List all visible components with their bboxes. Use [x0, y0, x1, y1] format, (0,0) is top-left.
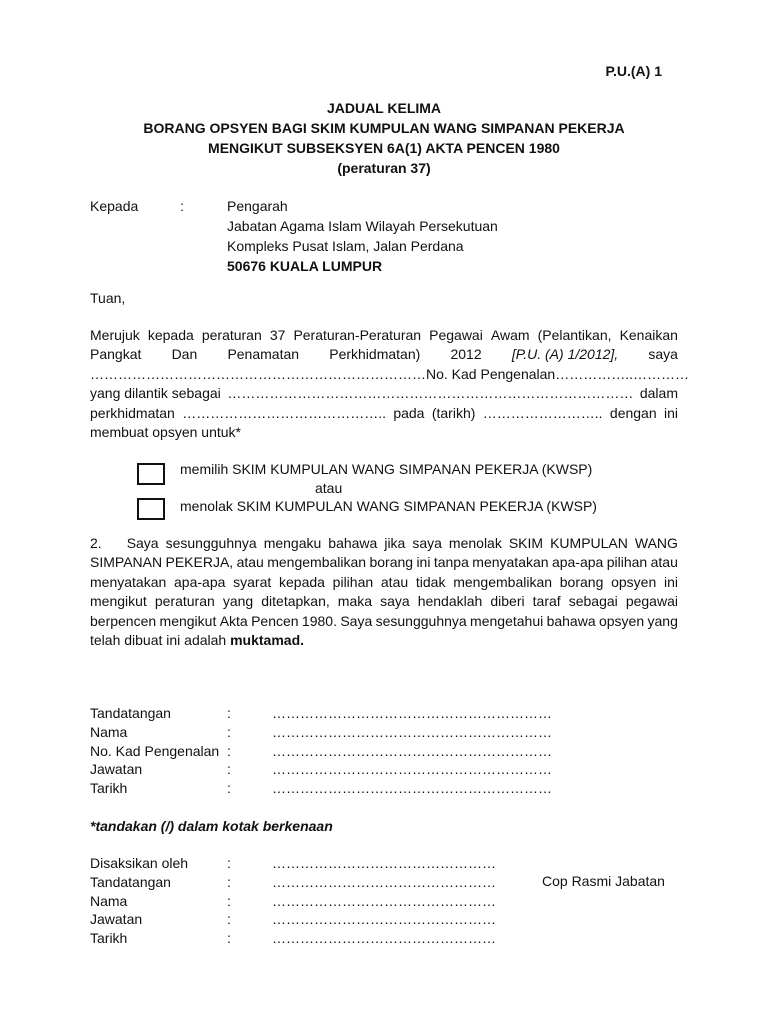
p2l1-word: Saya [126, 535, 159, 551]
paragraph-2-line-3 [90, 573, 678, 592]
signature-field-label: Tandatangan [90, 705, 171, 721]
paragraph-1-line-1 [90, 326, 678, 345]
final-text: telah dibuat ini adalah [90, 632, 231, 649]
witness-field-label: Tarikh [90, 930, 128, 947]
ic-label: No. Kad Pengenalan [426, 365, 556, 382]
paragraph-1 [90, 326, 689, 442]
p2l4-word: yang [222, 593, 254, 610]
signature-field-label: Jawatan [90, 761, 143, 778]
paragraph-number: 2. [90, 535, 102, 551]
ic-blank[interactable]: ……………..………… [555, 365, 689, 382]
address-line-2: Jabatan Agama Islam Wilayah Persekutuan [227, 218, 498, 234]
name-blank[interactable]: ……………………………………………………………… [90, 365, 426, 382]
signature-field-colon: : [227, 705, 231, 721]
signature-field-label: No. Kad Pengenalan [90, 742, 220, 759]
p2l3-word: kepada [279, 573, 325, 590]
witness-field-label: Tandatangan [90, 873, 171, 890]
witness-field-colon: : [227, 873, 231, 890]
p2l2-word: apa-apa [551, 554, 604, 571]
paragraph-1-line-2 [90, 345, 678, 364]
p2l4-word: taraf [532, 593, 561, 610]
salutation: Tuan, [90, 290, 126, 306]
paragraph-1-line-4 [90, 384, 678, 403]
p2l2-word: PEKERJA, [165, 554, 234, 571]
regulation-citation: [P.U. (A) 1/2012], [511, 346, 619, 363]
p1l1-word: (Pelantikan, [537, 327, 612, 343]
paragraph-2-line-5 [90, 612, 678, 631]
p2l2-word: tanpa [433, 554, 469, 571]
p1l1-word: Awam [490, 327, 530, 343]
witness-field-label: Disaksikan oleh [90, 855, 189, 871]
p1l1-word: Peraturan-Peraturan [293, 327, 422, 343]
p2l2-word: mengembalikan [267, 554, 367, 571]
address-line-3: Kompleks Pusat Islam, Jalan Perdana [227, 238, 464, 254]
p2l1-word: saya [412, 535, 442, 551]
paragraph-1-line-3 [90, 365, 689, 384]
p2l5-word: Pencen [251, 612, 299, 629]
p2l1-word: mengaku [263, 535, 322, 551]
service-blank[interactable]: …………………………………….. [182, 404, 386, 421]
witness-field-label: Jawatan [90, 911, 143, 928]
p2l3-word: menyatakan [90, 573, 167, 590]
p2l5-word: berpencen [90, 612, 157, 629]
witness-field-colon: : [227, 930, 231, 947]
p2l2-word: SIMPANAN [90, 554, 163, 571]
p2l4-word: peraturan [154, 593, 215, 610]
signature-field-colon: : [227, 780, 231, 797]
p2l1-word: bahawa [328, 535, 378, 551]
signature-field-label: Tarikh [90, 780, 128, 797]
address-line-4: 50676 KUALA LUMPUR [227, 258, 383, 274]
p2l1-word: WANG [634, 535, 678, 551]
witness-field-colon: : [227, 892, 231, 909]
address-line-1: Pengarah [227, 198, 288, 214]
p2l1-word: jika [384, 535, 406, 551]
p2l3-word: atau [380, 573, 409, 590]
with-label: dengan [609, 404, 657, 421]
p2l5-word: sesungguhnya [375, 612, 467, 629]
option-or-label: atau [315, 480, 343, 496]
p2l2-word: pilihan [606, 554, 648, 571]
p2l2-word: atau [236, 554, 264, 571]
p1l1-word: Kenaikan [619, 327, 678, 343]
p2l5-word: yang [647, 612, 678, 629]
p1l1-word: Pegawai [429, 327, 483, 343]
witness-field-blank[interactable]: ………………………………………… [272, 892, 496, 909]
p2l3-word: borang [559, 573, 604, 590]
paragraph-2-line-4 [90, 592, 678, 611]
paragraph-2 [90, 534, 678, 650]
form-subtitle: MENGIKUT SUBSEKSYEN 6A(1) AKTA PENCEN 1980 [208, 140, 560, 156]
date-blank[interactable]: …………………….. [482, 404, 603, 421]
p2l3-word: apa-apa [174, 573, 226, 590]
on-label: pada [393, 404, 425, 421]
p2l4-word: maka [337, 593, 373, 610]
p1l1-word: peraturan [201, 327, 262, 343]
p2l4-word: diberi [490, 593, 525, 610]
p2l1-word: KUMPULAN [550, 535, 628, 551]
p1l2-word: Penamatan [227, 346, 300, 363]
p2l3-word: syarat [233, 573, 272, 590]
signature-field-label: Nama [90, 723, 128, 740]
signature-field-colon: : [227, 723, 231, 740]
witness-field-blank[interactable]: ………………………………………… [272, 855, 496, 871]
paragraph-2-line-2 [90, 553, 678, 572]
to-colon: : [180, 198, 184, 214]
witness-field-colon: : [227, 911, 231, 928]
final-word: muktamad. [230, 632, 305, 649]
p2l5-word: Akta [219, 612, 248, 629]
schedule-title: JADUAL KELIMA [326, 100, 442, 116]
p2l2-word: atau [650, 554, 678, 571]
p1l1-word: kepada [147, 327, 194, 343]
appointed-as-label: yang dilantik sebagai [90, 385, 221, 402]
in-label: dalam [639, 385, 678, 402]
p2l3-word: tidak [415, 573, 446, 590]
service-label: perkhidmatan [90, 404, 175, 421]
p1l2-word: saya [648, 346, 678, 363]
p2l3-word: ini [663, 573, 678, 590]
signature-field-colon: : [227, 761, 231, 778]
witness-field-colon: : [227, 855, 231, 871]
p2l4-word: pegawai [625, 593, 678, 610]
this-label: ini [663, 404, 678, 421]
date-label: (tarikh) [431, 404, 476, 421]
signature-field-blank[interactable]: …………………………………………………… [272, 723, 552, 740]
witness-field-label: Nama [90, 892, 128, 909]
p1l2-word: 2012 [450, 346, 482, 363]
p2l2-word: borang [369, 554, 414, 571]
form-heading [90, 98, 678, 178]
option-reject-checkbox[interactable] [137, 498, 165, 520]
p2l4-word: hendaklah [417, 593, 483, 610]
document-reference: P.U.(A) 1 [605, 63, 662, 79]
paragraph-2-line-6 [90, 631, 678, 650]
p2l5-word: mengikut [159, 612, 217, 629]
p2l5-word: opsyen [598, 612, 645, 629]
paragraph-2-line-1 [90, 534, 678, 553]
paragraph-1-line-6: membuat opsyen untuk* [90, 424, 241, 441]
p2l3-word: opsyen [611, 573, 657, 590]
p2l5-word: mengetahui [470, 612, 544, 629]
p2l2-word: ini [416, 554, 431, 571]
p2l4-word: saya [380, 593, 410, 610]
position-blank[interactable]: …………………………………………………………………………… [227, 385, 634, 402]
p2l4-word: mengikut [90, 593, 147, 610]
checkbox-note: *tandakan (/) dalam kotak berkenaan [90, 818, 333, 834]
option-reject-label: menolak SKIM KUMPULAN WANG SIMPANAN PEKERJA (KWSP) [180, 498, 597, 514]
p1l2-word: Perkhidmatan) [329, 346, 421, 363]
signature-field-blank[interactable]: …………………………………………………… [272, 780, 552, 797]
p2l5-word: bahawa [546, 612, 596, 629]
p2l1-word: menolak [448, 535, 502, 551]
p2l1-word: SKIM [508, 535, 544, 551]
p2l5-word: 1980. [301, 612, 337, 629]
p1l1-word: 37 [269, 327, 286, 343]
form-title: BORANG OPSYEN BAGI SKIM KUMPULAN WANG SIMPANAN PEKERJA [143, 120, 625, 136]
paragraph-1-line-5 [90, 404, 678, 423]
witness-field-blank[interactable]: ………………………………………… [272, 873, 496, 890]
option-accept-label: memilih SKIM KUMPULAN WANG SIMPANAN PEKERJA (KWSP) [180, 461, 593, 477]
p2l3-word: mengembalikan [453, 573, 553, 590]
p2l5-word: Saya [340, 612, 373, 629]
p2l1-word: sesungguhnya [165, 535, 257, 551]
witness-field-blank[interactable]: ………………………………………… [272, 930, 496, 947]
p2l4-word: ditetapkan, [261, 593, 330, 610]
p2l3-word: pilihan [332, 573, 374, 590]
official-stamp-label: Cop Rasmi Jabatan [542, 873, 665, 889]
signature-field-colon: : [227, 742, 231, 759]
option-accept-checkbox[interactable] [137, 463, 165, 485]
signature-field-blank[interactable]: …………………………………………………… [272, 761, 552, 778]
p1l2-word: Pangkat [90, 346, 142, 363]
witness-field-blank[interactable]: ………………………………………… [272, 911, 496, 928]
to-label: Kepada [90, 198, 139, 214]
p2l4-word: sebagai [568, 593, 618, 610]
signature-field-blank[interactable]: …………………………………………………… [272, 742, 552, 759]
signature-field-blank[interactable]: …………………………………………………… [272, 705, 552, 721]
p1l1-word: Merujuk [90, 327, 140, 343]
p2l2-word: menyatakan [472, 554, 549, 571]
regulation-ref: (peraturan 37) [337, 160, 431, 176]
p1l2-word: Dan [171, 346, 198, 363]
